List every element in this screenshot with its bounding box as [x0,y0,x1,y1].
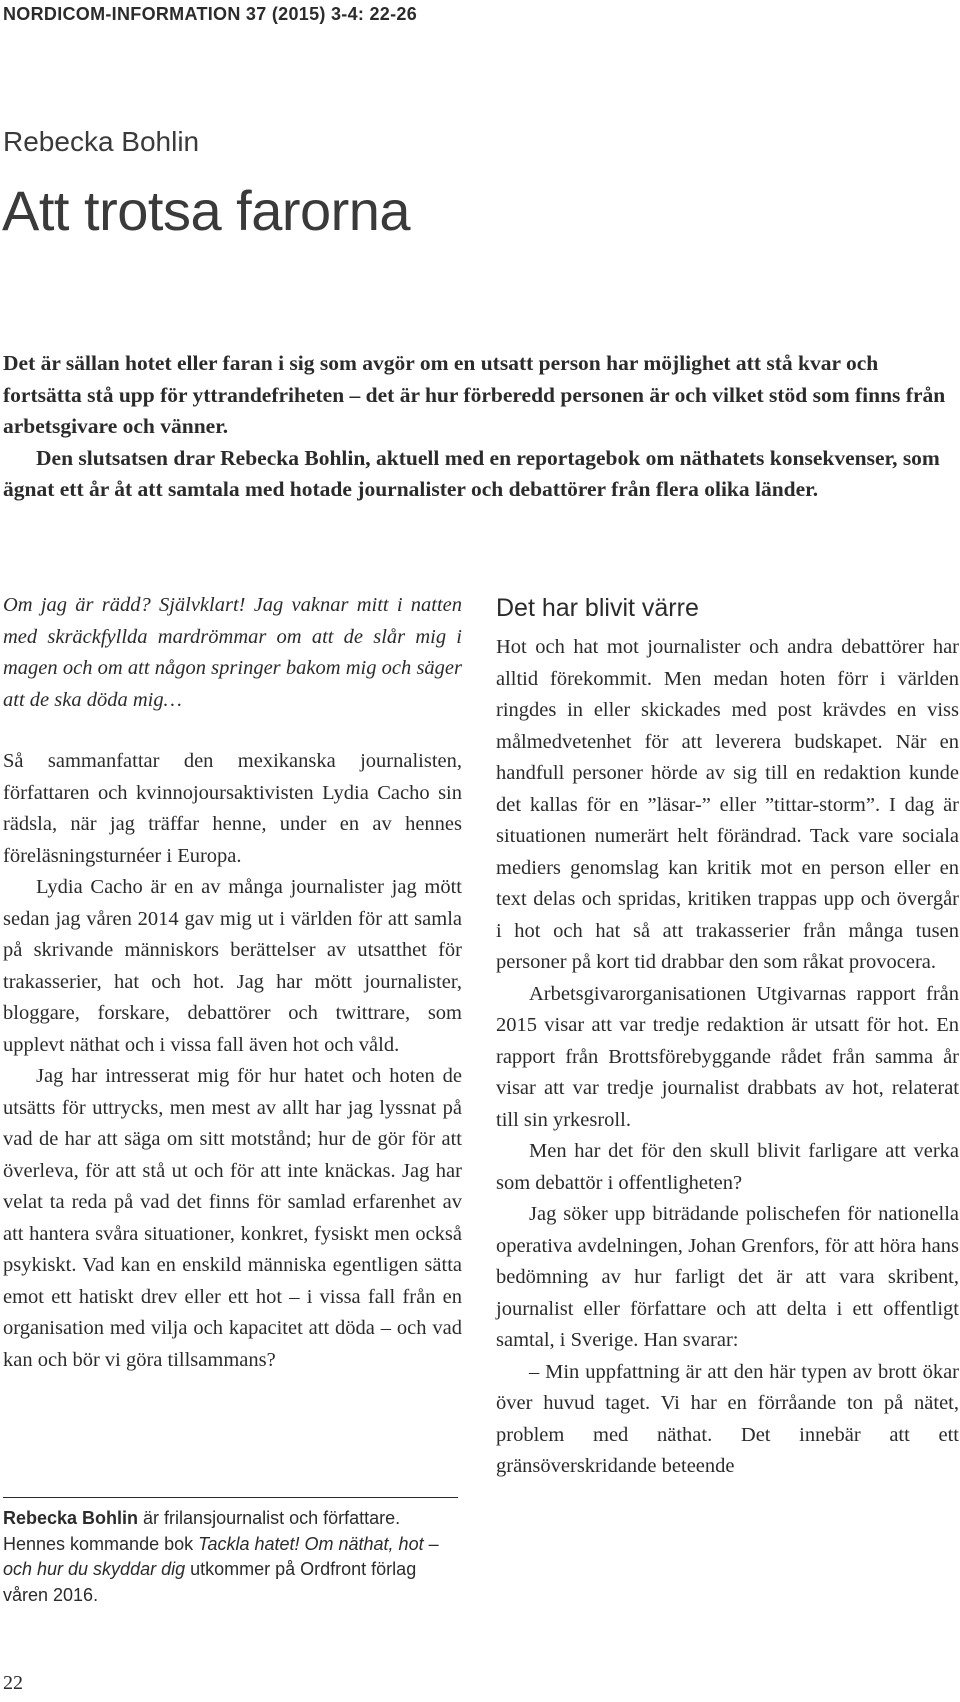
body-paragraph: Så sammanfattar den mexikanska journalisten, författaren och kvinnojoursaktivisten Lydia Cacho sin rädsla, när jag träffar henne, under en av hennes föreläsningsturnéer i Europa. [3,750,462,867]
body-paragraph: Men har det för den skull blivit farligare att verka som debattör i offentligheten? [496,1140,959,1194]
journal-header: NORDICOM-INFORMATION 37 (2015) 3-4: 22-26 [3,4,418,24]
bio-text: är frilansjournalist och författare. Hennes kommande bok [3,1508,401,1554]
lead-paragraph: Det är sällan hotet eller faran i sig som avgör om en utsatt person har möjlighet att stå kvar och fortsätta stå upp för yttrandefriheten – det är hur förberedd personen är och vilket stöd som finns från arbetsgivare och vänner. [3,351,946,438]
right-column [496,592,959,1483]
bio-divider [3,1497,458,1498]
author-bio [3,1506,458,1608]
body-paragraph: Lydia Cacho är en av många journalister jag mött sedan jag våren 2014 gav mig ut i världen för att samla på skrivande människors berättelser av utsatthet för trakasserier, hat och hot. Jag har mött journalister, bloggare, forskare, debattörer och twittrare, som upplevt näthat och i vissa fall även hot och våld. [3,876,462,1056]
article-author: Rebecka Bohlin [3,126,200,157]
article-lead [3,348,958,506]
body-paragraph: Hot och hat mot journalister och andra debattörer har alltid förekommit. Men medan hoten förr i världen ringdes in eller skickades med post krävdes en viss målmedvetenhet för att leverera budskapet. När en handfull personer hörde av sig till en redaktion kunde det kallas för en ”läsar-” eller ”tittar-storm”. I dag är situationen numerärt helt förändrad. Tack vare sociala mediers genomslag kan kritik mot en person eller en text delas och spridas, kritiken trappas upp och övergår i hot och hat så att trakasserier från många tusen personer på kort tid drabbar den som råkat provocera. [496,636,959,973]
body-paragraph: Jag har intresserat mig för hur hatet och hoten de utsätts för uttrycks, men mest av allt har jag lyssnat på vad de har att säga om sitt motstånd; hur de gör för att överleva, för att stå ut och för att inte knäckas. Jag har velat ta reda på vad det finns för samlad erfarenhet av att hantera svåra situationer, konkret, fysiskt men också psykiskt. Vad kan en enskild människa egentligen sätta emot ett hatiskt drev eller ett hot – i vissa fall från en organisation med vilja och kapacitet att döda – och vad kan och bör vi göra tillsammans? [3,1065,462,1371]
lead-paragraph: Den slutsatsen drar Rebecka Bohlin, aktuell med en reportagebok om näthatets konsekvenser, som ägnat ett år åt att samtala med hotade journalister och debattörer från flera olika länder. [3,445,940,501]
left-column [3,590,462,1376]
body-paragraph: Jag söker upp biträdande polischefen för nationella operativa avdelningen, Johan Grenfors, för att höra hans bedömning av hur farligt det är att vara skribent, journalist eller författare och att delta i ett offentligt samtal, i Sverige. Han svarar: [496,1203,959,1351]
article-title: Att trotsa farorna [2,179,411,242]
bio-name: Rebecka Bohlin [3,1508,139,1528]
opening-quote: Om jag är rädd? Självklart! Jag vaknar mitt i natten med skräckfyllda mardrömmar om att de slår mig i magen och om att någon springer bakom mig och säger att de ska döda mig… [3,594,462,711]
bio-book-title: Tackla hatet! Om näthat, hot – och hur du skyddar dig [3,1533,439,1579]
page-number: 22 [3,1672,23,1694]
body-paragraph: Arbetsgivarorganisationen Utgivarnas rapport från 2015 visar att var tredje redaktion är utsatt för hot. En rapport från Brottsförebyggande rådet från samma år visar att var tredje journalist drabbats av hot, relaterat till sin yrkesroll. [496,982,959,1131]
bio-text-end: utkommer på Ordfront förlag våren 2016. [3,1559,417,1605]
body-paragraph: – Min uppfattning är att den här typen av brott ökar över huvud taget. Vi har en förråande ton på nätet, problem med näthat. Det innebär att ett gränsöverskridande beteende [496,1360,959,1477]
section-heading: Det har blivit värre [496,594,699,622]
